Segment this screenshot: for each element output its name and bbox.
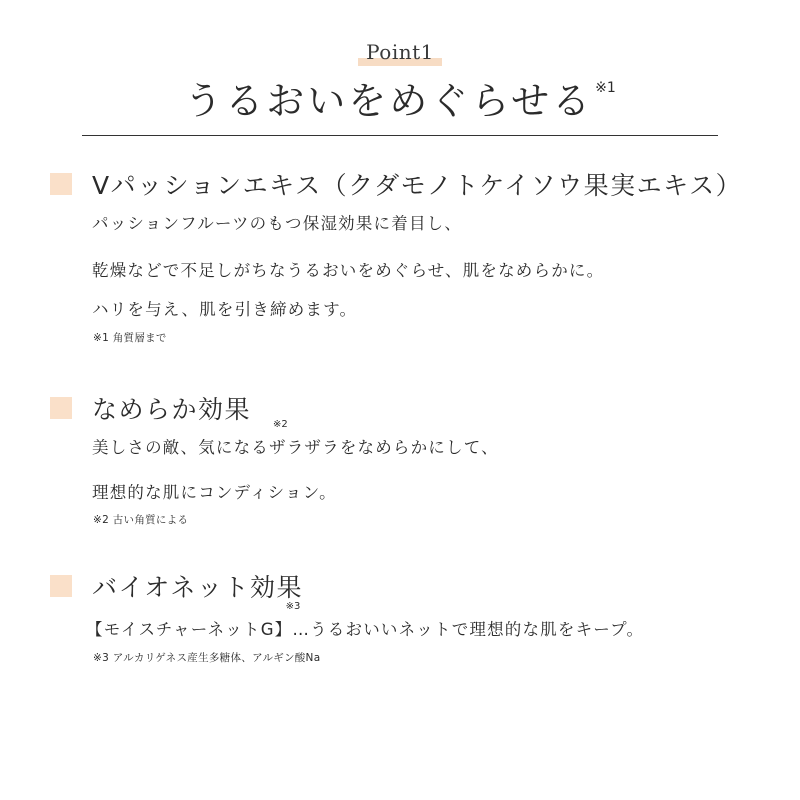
- footnote-mark: ※2: [273, 419, 288, 430]
- footnote: ※2 古い角質による: [93, 514, 189, 526]
- section-title: なめらか効果: [92, 395, 252, 424]
- page-title-text: うるおいをめぐらせる: [184, 79, 594, 123]
- body-line: 理想的な肌にコンディション。: [92, 483, 337, 502]
- section-title: バイオネット効果: [92, 573, 304, 602]
- body-line: 乾燥などで不足しがちなうるおいをめぐらせ、肌をなめらかに。: [92, 261, 605, 280]
- section-heading-bionet-effect: [50, 568, 303, 604]
- point-label: Point1: [362, 40, 438, 64]
- body-line: [92, 419, 499, 458]
- body-text: をなめらかにして、: [339, 438, 499, 457]
- footnote-mark: ※3: [285, 601, 301, 612]
- body-line: [86, 601, 645, 640]
- body-line: パッションフルーツのもつ保湿効果に着目し、: [92, 214, 463, 233]
- annotated-word: 【モイスチャーネットG】: [86, 620, 293, 639]
- annotated-word: ザラザラ: [269, 438, 340, 457]
- annotated-text: [269, 419, 340, 458]
- title-divider: [82, 135, 718, 136]
- page-title: [0, 70, 800, 125]
- footnote: ※1 角質層まで: [93, 332, 167, 344]
- point-header: [0, 40, 800, 64]
- bullet-square-icon: [50, 173, 72, 195]
- body-text: …うるおいいネットで理想的な肌をキープ。: [292, 620, 645, 639]
- section-heading-smooth-effect: [50, 390, 251, 426]
- footnote: ※3 アルカリゲネス産生多糖体、アルギン酸Na: [93, 652, 321, 664]
- title-footnote-mark: ※1: [595, 80, 616, 96]
- body-line: ハリを与え、肌を引き締めます。: [92, 300, 358, 319]
- annotated-text: [86, 601, 301, 640]
- bullet-square-icon: [50, 575, 72, 597]
- section-heading-passion-extract: [50, 166, 742, 202]
- bullet-square-icon: [50, 397, 72, 419]
- body-text: 美しさの敵、気になる: [92, 438, 269, 457]
- section-title: Vパッションエキス（クダモノトケイソウ果実エキス）: [92, 171, 743, 200]
